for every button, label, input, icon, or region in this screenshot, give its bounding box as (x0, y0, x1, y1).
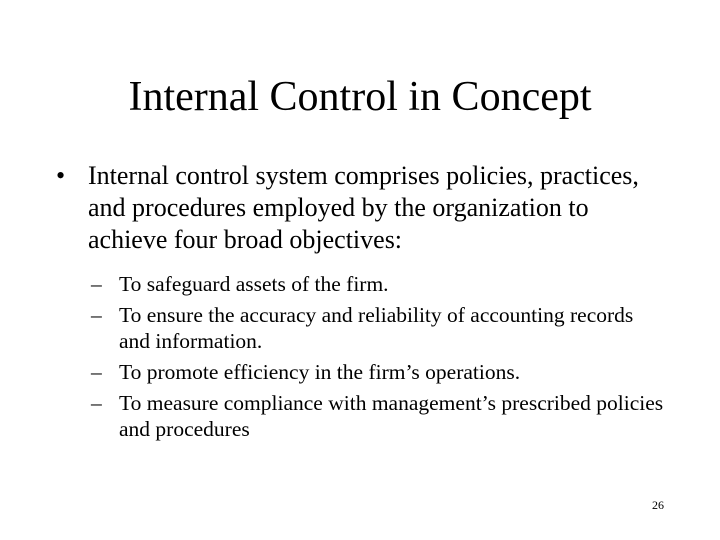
objective-item (91, 271, 664, 297)
page-number: 26 (652, 498, 664, 512)
dash-icon: – (91, 391, 102, 415)
objective-text: To safeguard assets of the firm. (119, 272, 389, 296)
dash-icon: – (91, 303, 102, 327)
main-bullet-text: Internal control system comprises policies, practices, and procedures employed by the organization to achieve four broad objectives: (88, 161, 639, 254)
objective-text: To promote efficiency in the firm’s operations. (119, 360, 521, 384)
slide-title: Internal Control in Concept (128, 74, 592, 120)
objective-text: To measure compliance with management’s prescribed policies and procedures (119, 391, 664, 441)
bullet-icon: • (56, 161, 66, 190)
objective-item (91, 359, 664, 385)
objective-item (91, 390, 664, 442)
objectives-list (91, 271, 664, 447)
objective-item (91, 302, 664, 354)
objective-text: To ensure the accuracy and reliability of accounting records and information. (119, 303, 634, 353)
main-bullet (56, 160, 648, 256)
dash-icon: – (91, 272, 102, 296)
dash-icon: – (91, 360, 102, 384)
